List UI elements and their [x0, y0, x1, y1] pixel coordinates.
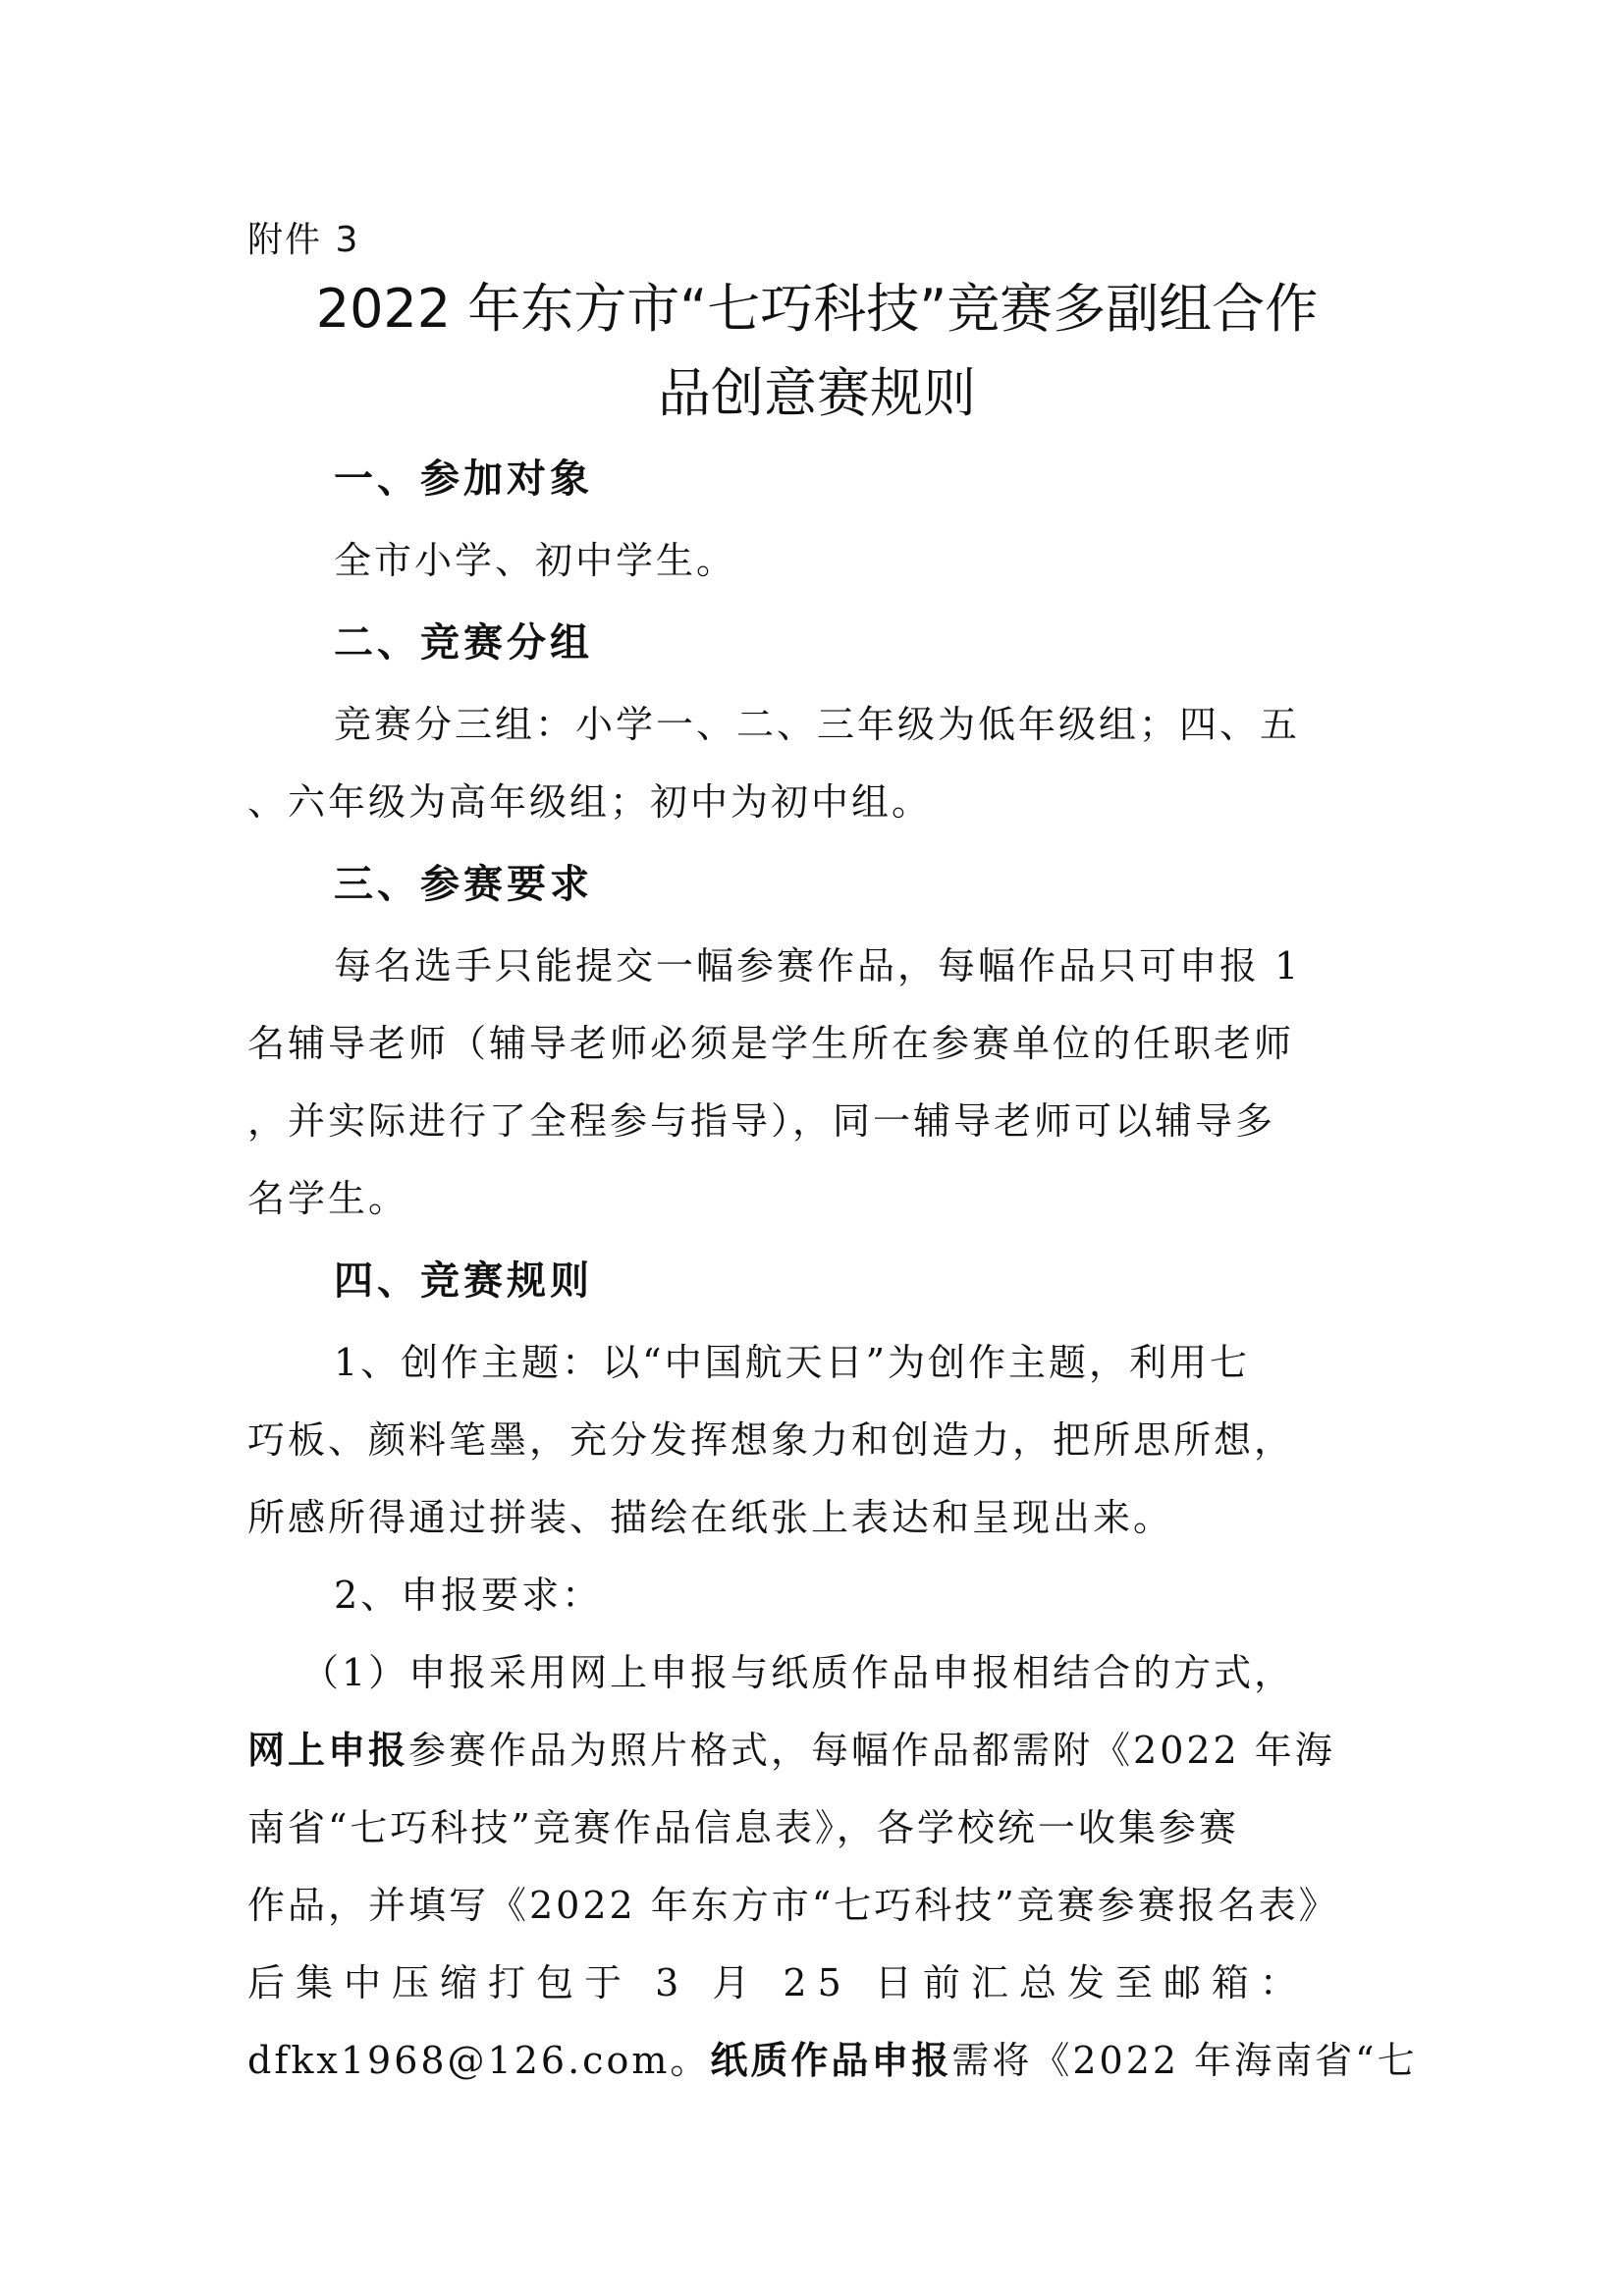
submission-line-3: 南省“七巧科技”竞赛作品信息表》，各学校统一收集参赛	[247, 1806, 1239, 1849]
submission-line-6	[247, 2022, 1418, 2100]
submission-line-5: 后集中压缩打包于 3 月 25 日前汇总发至邮箱：	[247, 1961, 1308, 2004]
submission-line-6-rest: 需将《2022 年海南省“七	[951, 2039, 1418, 2082]
document-content	[247, 216, 1418, 2100]
submission-line-2	[247, 1712, 1386, 1789]
requirements-line-1: 每名选手只能提交一幅参赛作品，每幅作品只可申报 1	[334, 944, 1302, 988]
groups-line-1: 竞赛分三组：小学一、二、三年级为低年级组；四、五	[334, 703, 1301, 746]
requirements-line-2: 名辅导老师（辅导老师必须是学生所在参赛单位的任职老师	[247, 1022, 1295, 1065]
requirements-line-3: ，并实际进行了全程参与指导），同一辅导老师可以辅导多	[247, 1099, 1276, 1143]
submission-paragraph	[247, 1634, 1418, 2100]
online-submission-emphasis: 网上申报	[247, 1729, 409, 1772]
document-title-line-2: 品创意赛规则	[658, 362, 976, 424]
section-heading-requirements: 三、参赛要求	[334, 862, 593, 907]
theme-line-1: 1、创作主题：以“中国航天日”为创作主题，利用七	[334, 1341, 1251, 1384]
submission-line-2-rest: 参赛作品为照片格式，每幅作品都需附《2022 年海	[408, 1729, 1335, 1772]
submission-line-4: 作品，并填写《2022 年东方市“七巧科技”竞赛参赛报名表》	[247, 1884, 1339, 1927]
requirements-line-4: 名学生。	[247, 1177, 409, 1220]
section-heading-rules: 四、竞赛规则	[334, 1258, 593, 1304]
submission-email: dfkx1968@126.com。	[247, 2039, 711, 2082]
requirements-paragraph	[247, 928, 1386, 1238]
theme-line-3: 所感所得通过拼装、描绘在纸张上表达和呈现出来。	[247, 1496, 1174, 1539]
theme-line-2: 巧板、颜料笔墨，充分发挥想象力和创造力，把所思所想，	[247, 1418, 1295, 1462]
submission-line-1: （1）申报采用网上申报与纸质作品申报相结合的方式，	[301, 1651, 1295, 1694]
submission-heading: 2、申报要求：	[334, 1574, 603, 1617]
groups-line-2: 、六年级为高年级组；初中为初中组。	[247, 780, 933, 824]
section-heading-groups: 二、竞赛分组	[334, 620, 593, 666]
groups-paragraph	[247, 686, 1386, 841]
paper-submission-emphasis: 纸质作品申报	[710, 2039, 952, 2082]
participants-text: 全市小学、初中学生。	[334, 539, 737, 582]
document-title-line-1: 2022 年东方市“七巧科技”竞赛多副组合作	[315, 278, 1319, 340]
section-heading-participants: 一、参加对象	[334, 456, 593, 502]
theme-paragraph	[247, 1324, 1386, 1557]
attachment-label: 附件 3	[247, 220, 360, 260]
document-title	[247, 267, 1386, 436]
